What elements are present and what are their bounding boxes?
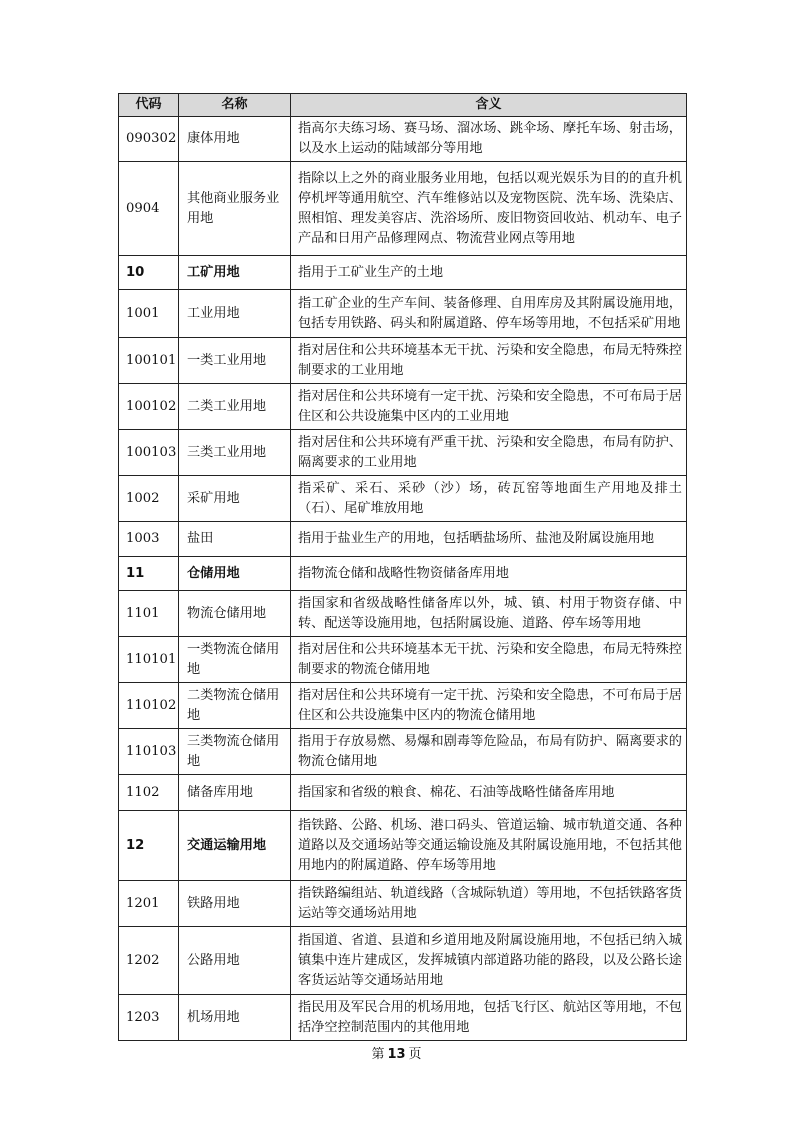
row-code: 1102 xyxy=(119,775,179,811)
row-code: 12 xyxy=(119,811,179,881)
table-row xyxy=(119,256,687,290)
row-desc: 指对居住和公共环境基本无干扰、污染和安全隐患，布局无特殊控制要求的物流仓储用地 xyxy=(291,637,687,683)
row-code: 1003 xyxy=(119,522,179,557)
row-code: 110101 xyxy=(119,637,179,683)
row-name: 工业用地 xyxy=(179,290,291,338)
page-number xyxy=(0,1043,793,1062)
row-code: 1001 xyxy=(119,290,179,338)
row-name: 一类工业用地 xyxy=(179,338,291,384)
table-row xyxy=(119,430,687,476)
table-row xyxy=(119,811,687,881)
row-name: 三类工业用地 xyxy=(179,430,291,476)
table-row xyxy=(119,290,687,338)
header-name: 名称 xyxy=(179,94,291,117)
row-desc: 指对居住和公共环境有一定干扰、污染和安全隐患，不可布局于居住区和公共设施集中区内的工业用地 xyxy=(291,384,687,430)
page-prefix: 第 xyxy=(371,1047,385,1062)
row-desc: 指国家和省级战略性储备库以外，城、镇、村用于物资存储、中转、配送等设施用地，包括附属设施、道路、停车场等用地 xyxy=(291,591,687,637)
row-desc: 指国道、省道、县道和乡道用地及附属设施用地，不包括已纳入城镇集中连片建成区，发挥城镇内部道路功能的路段，以及公路长途客货运站等交通场站用地 xyxy=(291,927,687,995)
row-code: 10 xyxy=(119,256,179,290)
row-desc: 指高尔夫练习场、赛马场、溜冰场、跳伞场、摩托车场、射击场，以及水上运动的陆域部分等用地 xyxy=(291,117,687,162)
table-row xyxy=(119,775,687,811)
row-desc: 指除以上之外的商业服务业用地，包括以观光娱乐为目的的直升机停机坪等通用航空、汽车维修站以及宠物医院、洗车场、洗染店、照相馆、理发美容店、洗浴场所、废旧物资回收站、机动车、电子产品和日用产品修理网点、物流营业网点等用地 xyxy=(291,162,687,256)
table-row xyxy=(119,162,687,256)
table-row xyxy=(119,476,687,522)
table-row xyxy=(119,117,687,162)
row-desc: 指对居住和公共环境有严重干扰、污染和安全隐患，布局有防护、隔离要求的工业用地 xyxy=(291,430,687,476)
row-name: 铁路用地 xyxy=(179,881,291,927)
row-desc: 指用于存放易燃、易爆和剧毒等危险品，布局有防护、隔离要求的物流仓储用地 xyxy=(291,729,687,775)
row-desc: 指采矿、采石、采砂（沙）场，砖瓦窑等地面生产用地及排土（石）、尾矿堆放用地 xyxy=(291,476,687,522)
row-desc: 指用于盐业生产的用地，包括晒盐场所、盐池及附属设施用地 xyxy=(291,522,687,557)
row-desc: 指对居住和公共环境有一定干扰、污染和安全隐患，不可布局于居住区和公共设施集中区内的物流仓储用地 xyxy=(291,683,687,729)
table-row xyxy=(119,338,687,384)
table-row xyxy=(119,591,687,637)
row-code: 1101 xyxy=(119,591,179,637)
row-name: 二类工业用地 xyxy=(179,384,291,430)
row-code: 1002 xyxy=(119,476,179,522)
row-name: 其他商业服务业用地 xyxy=(179,162,291,256)
row-desc: 指国家和省级的粮食、棉花、石油等战略性储备库用地 xyxy=(291,775,687,811)
row-code: 11 xyxy=(119,557,179,591)
row-desc: 指民用及军民合用的机场用地，包括飞行区、航站区等用地，不包括净空控制范围内的其他用地 xyxy=(291,995,687,1041)
page-number-value: 13 xyxy=(387,1047,406,1062)
row-desc: 指工矿企业的生产车间、装备修理、自用库房及其附属设施用地，包括专用铁路、码头和附属道路、停车场等用地，不包括采矿用地 xyxy=(291,290,687,338)
row-desc: 指对居住和公共环境基本无干扰、污染和安全隐患，布局无特殊控制要求的工业用地 xyxy=(291,338,687,384)
row-code: 090302 xyxy=(119,117,179,162)
row-desc: 指用于工矿业生产的土地 xyxy=(291,256,687,290)
header-code: 代码 xyxy=(119,94,179,117)
row-name: 三类物流仓储用地 xyxy=(179,729,291,775)
row-code: 110102 xyxy=(119,683,179,729)
row-name: 交通运输用地 xyxy=(179,811,291,881)
row-code: 1203 xyxy=(119,995,179,1041)
table-row xyxy=(119,927,687,995)
row-desc: 指物流仓储和战略性物资储备库用地 xyxy=(291,557,687,591)
table-header-row xyxy=(119,94,687,117)
table-row xyxy=(119,557,687,591)
page-suffix: 页 xyxy=(408,1047,422,1062)
row-code: 110103 xyxy=(119,729,179,775)
table-row xyxy=(119,384,687,430)
row-name: 二类物流仓储用地 xyxy=(179,683,291,729)
header-desc: 含义 xyxy=(291,94,687,117)
row-name: 一类物流仓储用地 xyxy=(179,637,291,683)
row-code: 1201 xyxy=(119,881,179,927)
row-code: 0904 xyxy=(119,162,179,256)
row-name: 康体用地 xyxy=(179,117,291,162)
row-name: 工矿用地 xyxy=(179,256,291,290)
row-code: 100101 xyxy=(119,338,179,384)
table-row xyxy=(119,683,687,729)
row-desc: 指铁路、公路、机场、港口码头、管道运输、城市轨道交通、各种道路以及交通场站等交通运输设施及其附属设施用地，不包括其他用地内的附属道路、停车场等用地 xyxy=(291,811,687,881)
row-name: 物流仓储用地 xyxy=(179,591,291,637)
land-use-table xyxy=(118,93,687,1041)
table-row xyxy=(119,995,687,1041)
row-name: 公路用地 xyxy=(179,927,291,995)
row-desc: 指铁路编组站、轨道线路（含城际轨道）等用地，不包括铁路客货运站等交通场站用地 xyxy=(291,881,687,927)
row-code: 1202 xyxy=(119,927,179,995)
row-name: 盐田 xyxy=(179,522,291,557)
row-name: 仓储用地 xyxy=(179,557,291,591)
row-name: 采矿用地 xyxy=(179,476,291,522)
row-code: 100102 xyxy=(119,384,179,430)
table-row xyxy=(119,881,687,927)
row-code: 100103 xyxy=(119,430,179,476)
table-row xyxy=(119,522,687,557)
row-name: 储备库用地 xyxy=(179,775,291,811)
table-row xyxy=(119,637,687,683)
table-row xyxy=(119,729,687,775)
row-name: 机场用地 xyxy=(179,995,291,1041)
